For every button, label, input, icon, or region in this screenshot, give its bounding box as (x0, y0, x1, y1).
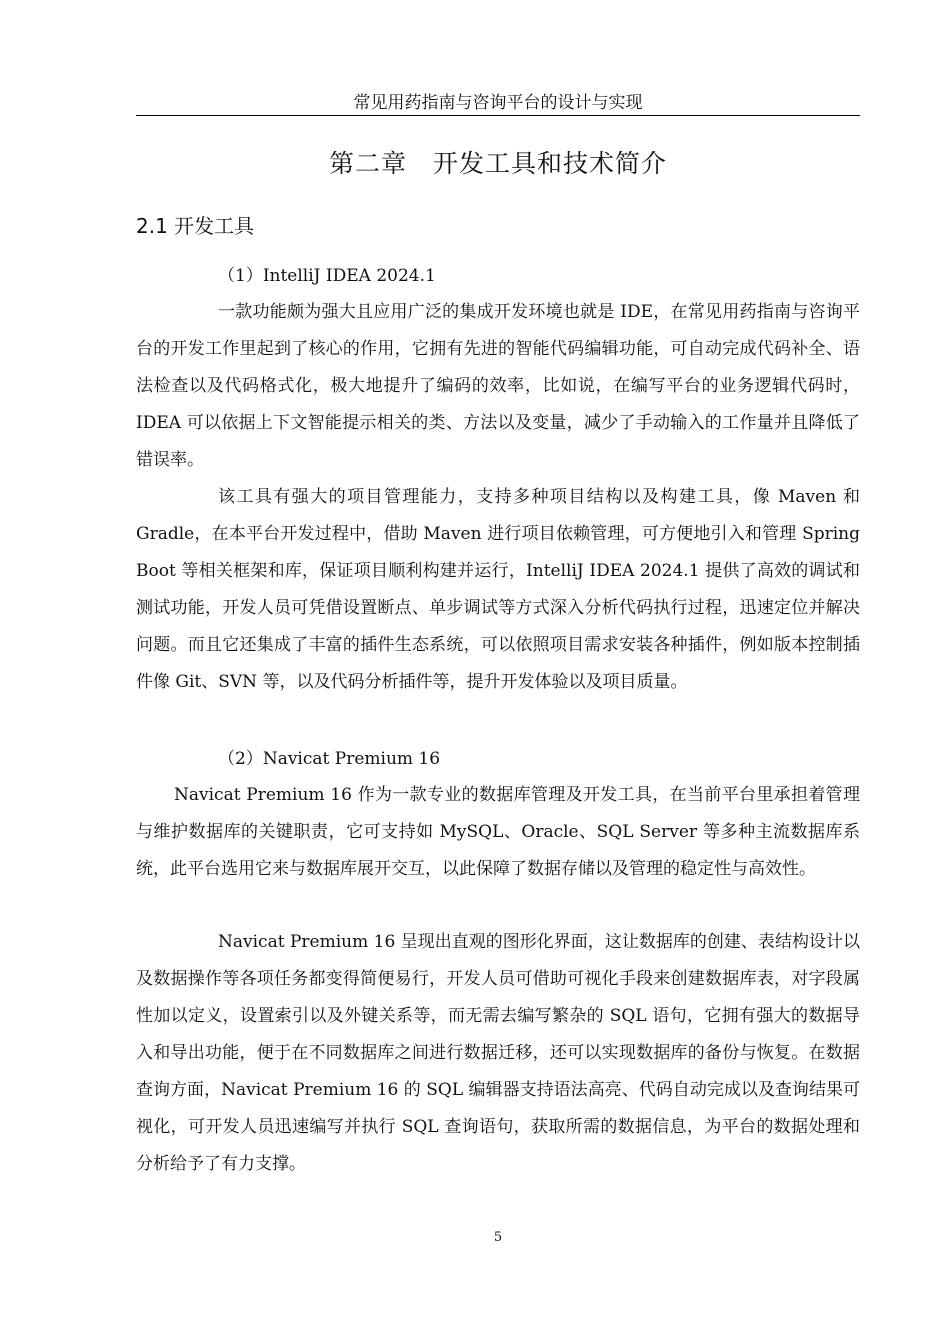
tool-heading-navicat: （2）Navicat Premium 16 (218, 749, 441, 769)
chapter-title: 第二章 开发工具和技术简介 (328, 149, 667, 178)
section-title: 2.1 开发工具 (136, 214, 255, 238)
paragraph-navicat-features: Navicat Premium 16 呈现出直观的图形化界面，这让数据库的创建、表结构设计以及数据操作等各项任务都变得简便易行，开发人员可借助可视化手段来创建数据库表，对字段属性加以定义，设置索引以及外键关系等，而无需去编写繁杂的 SQL 语句，它拥有强大的数据导入和导出功能，便于在不同数据库之间进行数据迁移，还可以实现数据库的备份与恢复。在数据查询方面，Navicat Premium 16 的 SQL 编辑器支持语法高亮、代码自动完成以及查询结果可视化，可开发人员迅速编写并执行 SQL 查询语句，获取所需的数据信息，为平台的数据处理和分析给予了有力支撑。 (136, 932, 860, 1174)
tool-heading-intellij: （1）IntelliJ IDEA 2024.1 (218, 266, 436, 286)
running-header: 常见用药指南与咨询平台的设计与实现 (353, 93, 643, 113)
paragraph-navicat-intro: Navicat Premium 16 作为一款专业的数据库管理及开发工具，在当前平台里承担着管理与维护数据库的关键职责，它可支持如 MySQL、Oracle、SQL Server 等多种主流数据库系统，此平台选用它来与数据库展开交互，以此保障了数据存储以及管理的稳定性与高效性。 (136, 785, 860, 879)
paragraph-intellij-intro: 一款功能颇为强大且应用广泛的集成开发环境也就是 IDE，在常见用药指南与咨询平台的开发工作里起到了核心的作用，它拥有先进的智能代码编辑功能，可自动完成代码补全、语法检查以及代码格式化，极大地提升了编码的效率，比如说，在编写平台的业务逻辑代码时，IDEA 可以依据上下文智能提示相关的类、方法以及变量，减少了手动输入的工作量并且降低了错误率。 (136, 302, 860, 470)
paragraph-intellij-features: 该工具有强大的项目管理能力，支持多种项目结构以及构建工具，像 Maven 和 Gradle，在本平台开发过程中，借助 Maven 进行项目依赖管理，可方便地引入和管理 Spring Boot 等相关框架和库，保证项目顺利构建并运行，IntelliJ IDEA 2024.1 提供了高效的调试和测试功能，开发人员可凭借设置断点、单步调试等方式深入分析代码执行过程，迅速定位并解决问题。而且它还集成了丰富的插件生态系统，可以依照项目需求安装各种插件，例如版本控制插件像 Git、SVN 等，以及代码分析插件等，提升开发体验以及项目质量。 (136, 487, 860, 692)
header-rule (136, 115, 860, 116)
page-number: 5 (493, 1230, 503, 1245)
